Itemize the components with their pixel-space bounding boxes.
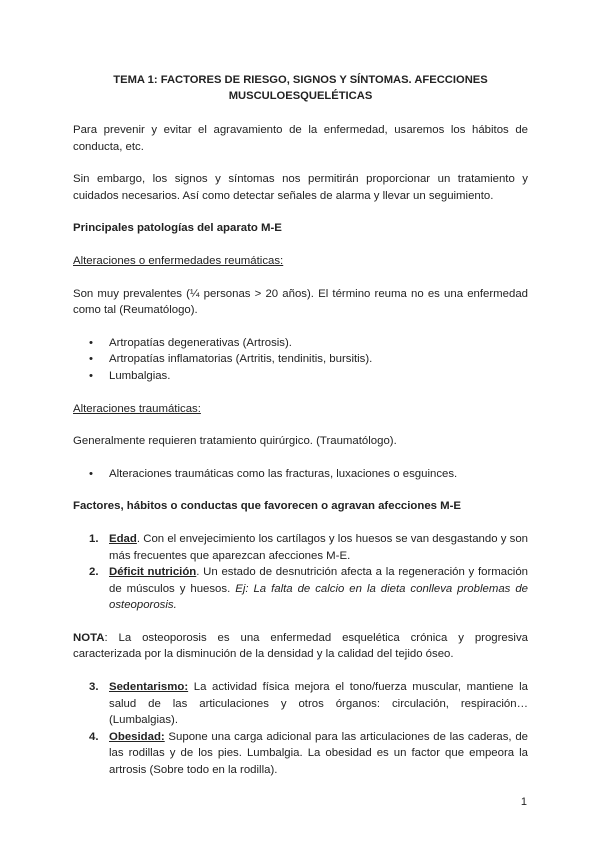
document-page: [73, 72, 528, 795]
list-item: • Artropatías degenerativas (Artrosis).: [73, 335, 528, 352]
list-item: [73, 729, 528, 779]
factor-text: Supone una carga adicional para las articulaciones de las caderas, de las rodillas y de los pies. Lumbalgia. La obesidad es un factor que empeora la artrosis (Sobre todo en la rodilla).: [109, 730, 528, 777]
factors-list-b: [73, 679, 528, 779]
traumatic-paragraph: Generalmente requieren tratamiento quirúrgico. (Traumatólogo).: [73, 435, 397, 448]
factor-example: Ej: La falta de calcio en la dieta conlleva problemas de osteoporosis.: [109, 582, 528, 612]
traumatic-list: [73, 466, 528, 483]
subheading-rheumatic: Alteraciones o enfermedades reumáticas:: [73, 254, 284, 267]
factor-term: Déficit nutrición: [109, 566, 197, 579]
factor-term: Sedentarismo:: [109, 681, 189, 694]
list-item: • Alteraciones traumáticas como las fracturas, luxaciones o esguinces.: [73, 466, 528, 483]
list-number: 4.: [89, 730, 99, 743]
subheading-traumatic: Alteraciones traumáticas:: [73, 402, 201, 415]
section-heading-factors: Factores, hábitos o conductas que favorecen o agravan afecciones M-E: [73, 500, 462, 513]
list-item: [73, 564, 528, 614]
intro-paragraph-2: Sin embargo, los signos y síntomas nos permitirán proporcionar un tratamiento y cuidados necesarios. Así como detectar señales de alarma y llevar un seguimiento.: [73, 173, 528, 202]
title-line-2: MUSCULOESQUELÉTICAS: [228, 90, 373, 102]
title-line-1: TEMA 1: FACTORES DE RIESGO, SIGNOS Y SÍNTOMAS. AFECCIONES: [113, 74, 488, 86]
list-number: 1.: [89, 532, 99, 545]
factor-text: . Con el envejecimiento los cartílagos y los huesos se van desgastando y son más frecuentes que aparezcan afecciones M-E.: [109, 532, 528, 562]
nota-label: NOTA: [73, 631, 105, 644]
nota-text: : La osteoporosis es una enfermedad esquelética crónica y progresiva caracterizada por la disminución de la densidad y la calidad del tejido óseo.: [73, 631, 528, 661]
document-title: [73, 72, 528, 104]
rheumatic-paragraph: Son muy prevalentes (¼ personas > 20 años). El término reuma no es una enfermedad como tal (Reumatólogo).: [73, 287, 528, 317]
list-number: 3.: [89, 681, 99, 694]
nota-paragraph: [73, 630, 528, 663]
list-item: • Artropatías inflamatorias (Artritis, tendinitis, bursitis).: [73, 351, 528, 368]
list-number: 2.: [89, 566, 99, 579]
section-heading-pathologies: Principales patologías del aparato M-E: [73, 222, 282, 235]
list-item: [73, 679, 528, 729]
factor-term: Edad: [109, 532, 137, 545]
factors-list-a: [73, 531, 528, 614]
factor-text: La actividad física mejora el tono/fuerza muscular, mantiene la salud de las articulaciones y otros órganos: circulación, respiración… (Lumbalgias).: [109, 681, 528, 727]
intro-paragraph-1: Para prevenir y evitar el agravamiento de la enfermedad, usaremos los hábitos de conducta, etc.: [73, 124, 528, 153]
list-item: • Lumbalgias.: [73, 368, 528, 385]
factor-term: Obesidad:: [109, 730, 165, 743]
page-number: 1: [520, 796, 527, 808]
factor-text: . Un estado de desnutrición afecta a la regeneración y formación de músculos y huesos.: [109, 566, 528, 595]
rheumatic-list: [73, 335, 528, 385]
list-item: [73, 531, 528, 564]
